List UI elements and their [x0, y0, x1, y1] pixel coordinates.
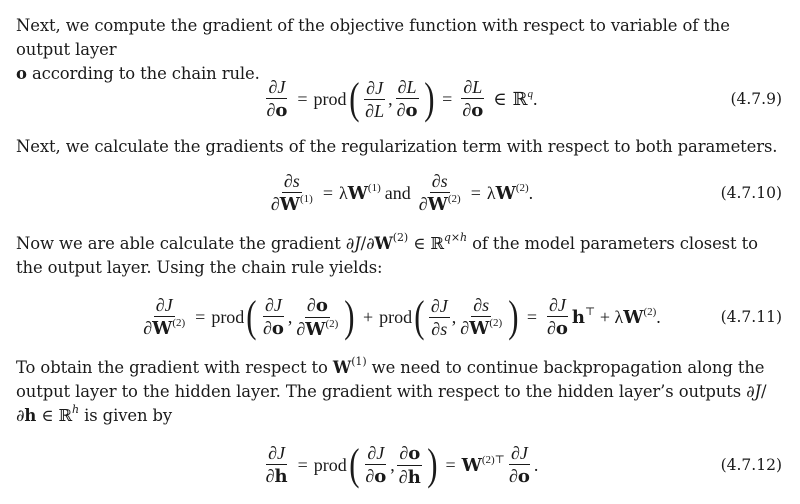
- equation-4-7-11: $\frac{\partial J}{\partial W^{(2)}}$ = prod ( $\frac{\partial J}{\partial o}$ , $\frac{\partial o}{\partial W^{(2)}}$ ) + prod ( $\frac{\partial J}{\partial s}$ , $\frac{\partial s}{\partial W^{(2)}}$ ) = $\frac{\partial J}{\partial o}$ $h^⊤ + \lambda W^{(2)}$. (4.7.11): [143, 292, 782, 341]
- prod-label: prod: [211, 306, 245, 327]
- frac-dJ-do: $\frac{\partial J}{\partial o}$: [266, 77, 288, 121]
- paragraph-2: [16, 135, 786, 159]
- paragraph-3: [16, 232, 786, 280]
- p3-text: Now we are able calculate the gradient $\partial J/\partial W^{(2)}$ ∈ ℝ$^{q\times h}$ of the model parameters closest to the output layer. Using the chain rule yields:: [16, 231, 758, 277]
- equation-number: (4.7.9): [730, 90, 782, 108]
- prod-label: prod: [313, 454, 347, 475]
- p2-text: Next, we calculate the gradients of the regularization term with respect to both parameters.: [16, 137, 778, 156]
- prod-label: prod: [379, 306, 413, 327]
- p4-text: To obtain the gradient with respect to $W^{(1)}$ we need to continue backpropagation along the output layer to the hidden layer. The gradient with respect to the hidden layer’s outputs ∂J/∂h ∈ ℝ$^h$ is given by: [16, 355, 767, 425]
- equation-4-7-9: $\frac{\partial J}{\partial o}$ = prod ( $\frac{\partial J}{\partial L}$ , $\frac{\partial L}{\partial o}$ ) = $\frac{\partial L}{\partial o}$ ∈ ℝ$^q$. (4.7.9): [266, 74, 782, 123]
- and-word: and: [384, 182, 411, 203]
- p1-text: Next, we compute the gradient of the objective function with respect to variable of the output layer o according to the chain rule.: [16, 16, 730, 83]
- equation-number: (4.7.11): [720, 308, 782, 326]
- paragraph-4: [16, 356, 786, 428]
- equation-4-7-12: $\frac{\partial J}{\partial h}$ = prod ( $\frac{\partial J}{\partial o}$ , $\frac{\partial o}{\partial h}$ ) = $W^{(2)⊤}$ $\frac{\partial J}{\partial o}$ . (4.7.12): [265, 440, 782, 489]
- equation-number: (4.7.10): [720, 184, 782, 202]
- equation-4-7-10: $\frac{\partial s}{\partial W^{(1)}}$ = $\lambda W^{(1)}$ and $\frac{\partial s}{\partial W^{(2)}}$ = $\lambda W^{(2)}$. (4.7.10): [270, 171, 782, 215]
- equation-number: (4.7.12): [720, 456, 782, 474]
- prod-label: prod: [313, 88, 347, 109]
